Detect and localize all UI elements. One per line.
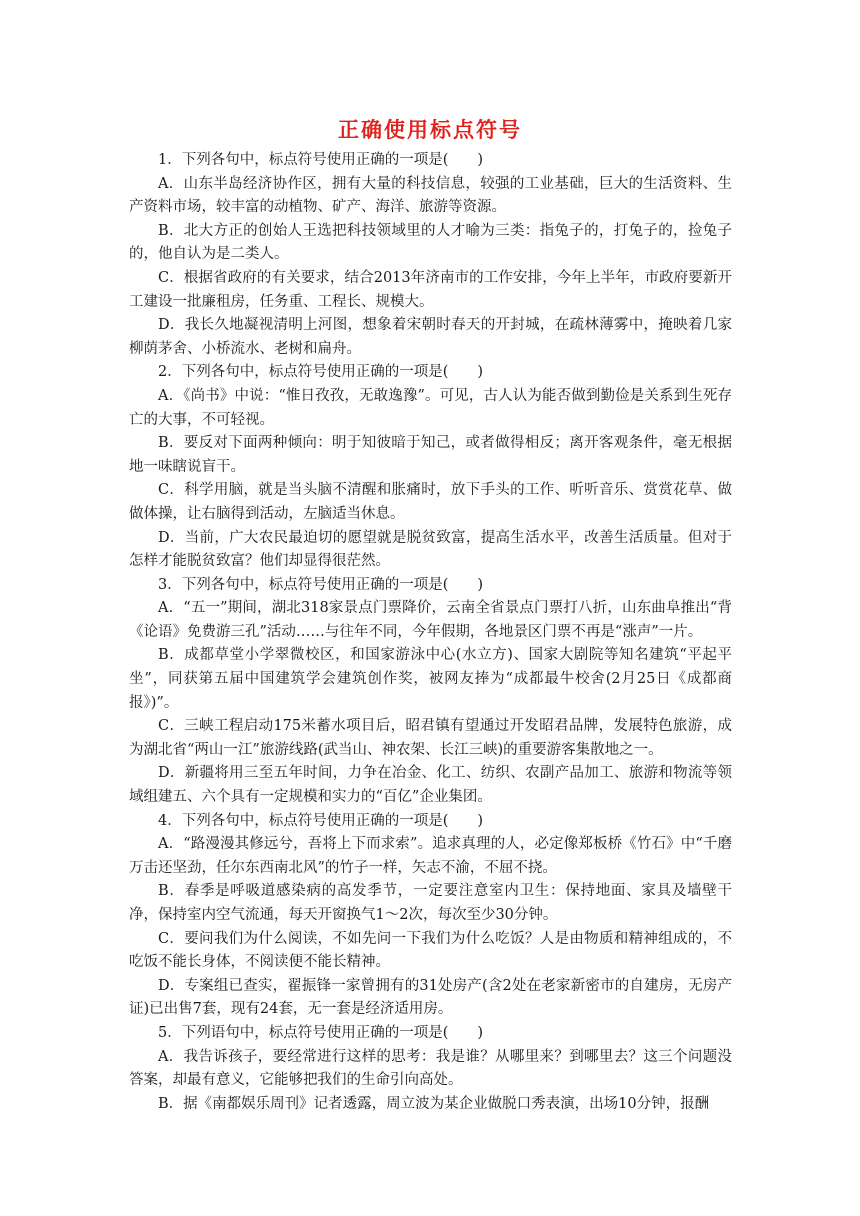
question-stem: 2．下列各句中，标点符号使用正确的一项是( ): [158, 364, 484, 381]
question-stem: 3．下列各句中，标点符号使用正确的一项是( ): [158, 576, 484, 593]
option-paragraph: B．春季是呼吸道感染病的高发季节，一定要注意室内卫生：保持地面、家具及墙壁干净，保持室内空气流通，每天开窗换气1～2次，每次至少30分钟。: [129, 883, 732, 923]
option-paragraph: A．“路漫漫其修远兮，吾将上下而求索”。追求真理的人，必定像郑板桥《竹石》中“千磨万击还坚劲，任尔东西南北风”的竹子一样，矢志不渝，不屈不挠。: [129, 836, 732, 876]
option-paragraph: D．新疆将用三至五年时间，力争在冶金、化工、纺织、农副产品加工、旅游和物流等领域组建五、六个具有一定规模和实力的“百亿”企业集团。: [129, 765, 732, 806]
option-paragraph: C．根据省政府的有关要求，结合2013年济南市的工作安排，今年上半年，市政府要新开工建设一批廉租房，任务重、工程长、规模大。: [129, 269, 732, 310]
option-paragraph: D．专案组已查实，翟振锋一家曾拥有的31处房产(含2处在老家新密市的自建房，无房产证)已出售7套，现有24套，无一套是经济适用房。: [129, 977, 732, 1018]
option-paragraph: B．据《南都娱乐周刊》记者透露，周立波为某企业做脱口秀表演，出场10分钟，报酬: [158, 1095, 710, 1112]
option-paragraph: B．要反对下面两种倾向：明于知彼暗于知己，或者做得相反；离开客观条件，毫无根据地一味瞎说盲干。: [129, 435, 732, 475]
option-paragraph: A．“五一”期间，湖北318家景点门票降价，云南全省景点门票打八折，山东曲阜推出“背《论语》免费游三孔”活动……与往年不同，今年假期，各地景区门票不再是“涨声”一片。: [129, 600, 732, 640]
option-paragraph: B．北大方正的创始人王选把科技领域里的人才喻为三类：指兔子的，打兔子的，捡兔子的，他自认为是二类人。: [129, 222, 732, 263]
option-paragraph: C．科学用脑，就是当头脑不清醒和胀痛时，放下手头的工作、听听音乐、赏赏花草、做做体操，让右脑得到活动，左脑适当休息。: [129, 482, 732, 522]
option-paragraph: A．我告诉孩子，要经常进行这样的思考：我是谁？从哪里来？到哪里去？这三个问题没答案，却最有意义，它能够把我们的生命引向高处。: [129, 1048, 732, 1089]
option-paragraph: A．山东半岛经济协作区，拥有大量的科技信息，较强的工业基础，巨大的生活资料、生产资料市场，较丰富的动植物、矿产、海洋、旅游等资源。: [129, 175, 732, 216]
question-stem: 5．下列语句中，标点符号使用正确的一项是( ): [158, 1024, 484, 1041]
option-paragraph: D．我长久地凝视清明上河图，想象着宋朝时春天的开封城，在疏林薄雾中，掩映着几家柳荫茅舍、小桥流水、老树和扁舟。: [129, 317, 732, 357]
document-body: [129, 149, 732, 1116]
option-paragraph: D．当前，广大农民最迫切的愿望就是脱贫致富，提高生活水平，改善生活质量。但对于怎样才能脱贫致富？他们却显得很茫然。: [129, 529, 732, 570]
option-paragraph: C．三峡工程启动175米蓄水项目后，昭君镇有望通过开发昭君品牌，发展特色旅游，成为湖北省“两山一江”旅游线路(武当山、神农架、长江三峡)的重要游客集散地之一。: [129, 718, 732, 758]
option-paragraph: C．要问我们为什么阅读，不如先问一下我们为什么吃饭？人是由物质和精神组成的，不吃饭不能长身体，不阅读便不能长精神。: [129, 930, 732, 971]
question-stem: 4．下列各句中，标点符号使用正确的一项是( ): [158, 812, 484, 829]
option-paragraph: B．成都草堂小学翠微校区，和国家游泳中心(水立方)、国家大剧院等知名建筑“平起平坐”，同获第五届中国建筑学会建筑创作奖，被网友捧为“成都最牛校舍(2月25日《成都商报》)”。: [129, 647, 732, 711]
option-paragraph: A．《尚书》中说：“惟日孜孜，无敢逸豫”。可见，古人认为能否做到勤俭是关系到生死存亡的大事，不可轻视。: [129, 387, 732, 428]
question-stem: 1．下列各句中，标点符号使用正确的一项是( ): [158, 152, 484, 168]
page-title: 正确使用标点符号: [338, 118, 522, 142]
